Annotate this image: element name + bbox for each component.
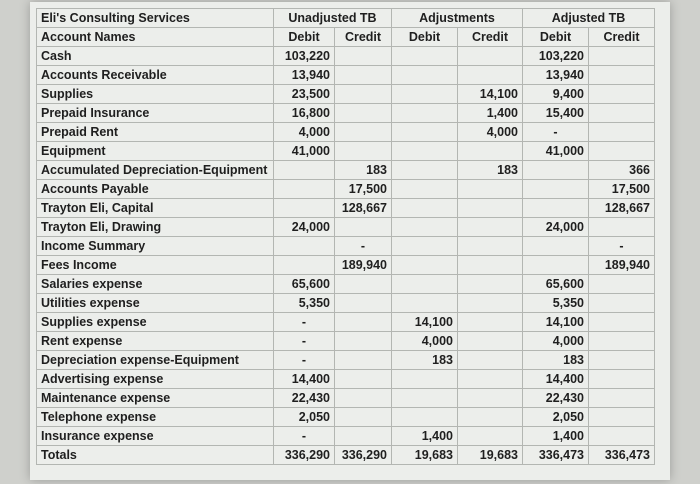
adjusted-debit-cell: 9,400 bbox=[523, 85, 589, 104]
account-name: Supplies bbox=[37, 85, 274, 104]
adjusted-debit-cell: 2,050 bbox=[523, 408, 589, 427]
adjusted-credit-header: Credit bbox=[589, 28, 655, 47]
adjustment-credit-cell bbox=[458, 218, 523, 237]
adjustment-debit-cell bbox=[392, 408, 458, 427]
account-name: Depreciation expense-Equipment bbox=[37, 351, 274, 370]
adjustment-debit-cell bbox=[392, 47, 458, 66]
adjustment-credit-cell bbox=[458, 351, 523, 370]
account-name: Equipment bbox=[37, 142, 274, 161]
account-name: Accounts Receivable bbox=[37, 66, 274, 85]
adjusted-credit-cell bbox=[589, 47, 655, 66]
unadjusted-debit-cell: 13,940 bbox=[274, 66, 335, 85]
adjusted-debit-cell bbox=[523, 199, 589, 218]
table-row bbox=[37, 370, 655, 389]
unadjusted-debit-header: Debit bbox=[274, 28, 335, 47]
adjusted-debit-cell: 13,940 bbox=[523, 66, 589, 85]
unadjusted-debit-cell: - bbox=[274, 427, 335, 446]
unadjusted-debit-cell: 4,000 bbox=[274, 123, 335, 142]
table-row bbox=[37, 199, 655, 218]
adjustment-credit-cell bbox=[458, 199, 523, 218]
unadjusted-credit-cell: 17,500 bbox=[335, 180, 392, 199]
adjustment-debit-cell: 4,000 bbox=[392, 332, 458, 351]
adjustment-credit-cell bbox=[458, 66, 523, 85]
unadjusted-credit-cell bbox=[335, 275, 392, 294]
account-name: Accounts Payable bbox=[37, 180, 274, 199]
adjustments-credit-header: Credit bbox=[458, 28, 523, 47]
unadjusted-credit-cell bbox=[335, 389, 392, 408]
unadjusted-debit-cell: 5,350 bbox=[274, 294, 335, 313]
adjusted-credit-cell bbox=[589, 313, 655, 332]
adjustment-debit-cell: 19,683 bbox=[392, 446, 458, 465]
unadjusted-credit-cell bbox=[335, 47, 392, 66]
adjusted-credit-cell bbox=[589, 408, 655, 427]
adjusted-credit-cell bbox=[589, 389, 655, 408]
unadjusted-credit-cell bbox=[335, 408, 392, 427]
account-name: Advertising expense bbox=[37, 370, 274, 389]
adjustment-credit-cell: 4,000 bbox=[458, 123, 523, 142]
adjusted-credit-cell: 189,940 bbox=[589, 256, 655, 275]
account-names-header: Account Names bbox=[37, 28, 274, 47]
unadjusted-debit-cell: 65,600 bbox=[274, 275, 335, 294]
unadjusted-tb-header: Unadjusted TB bbox=[274, 9, 392, 28]
adjusted-credit-cell: 336,473 bbox=[589, 446, 655, 465]
adjusted-credit-cell bbox=[589, 104, 655, 123]
unadjusted-credit-cell: 336,290 bbox=[335, 446, 392, 465]
unadjusted-debit-cell: 103,220 bbox=[274, 47, 335, 66]
adjustment-debit-cell bbox=[392, 142, 458, 161]
adjusted-debit-cell: 14,100 bbox=[523, 313, 589, 332]
unadjusted-debit-cell: 23,500 bbox=[274, 85, 335, 104]
adjustment-debit-cell bbox=[392, 85, 458, 104]
unadjusted-credit-cell: 189,940 bbox=[335, 256, 392, 275]
adjustment-debit-cell: 14,100 bbox=[392, 313, 458, 332]
account-name: Fees Income bbox=[37, 256, 274, 275]
adjustment-debit-cell: 1,400 bbox=[392, 427, 458, 446]
unadjusted-credit-cell bbox=[335, 142, 392, 161]
account-name: Utilities expense bbox=[37, 294, 274, 313]
unadjusted-debit-cell: 41,000 bbox=[274, 142, 335, 161]
adjustment-debit-cell bbox=[392, 161, 458, 180]
adjustment-credit-cell bbox=[458, 332, 523, 351]
adjusted-credit-cell bbox=[589, 66, 655, 85]
adjustment-credit-cell bbox=[458, 370, 523, 389]
unadjusted-credit-cell bbox=[335, 370, 392, 389]
adjusted-credit-cell bbox=[589, 218, 655, 237]
adjusted-debit-cell: 183 bbox=[523, 351, 589, 370]
table-row bbox=[37, 218, 655, 237]
adjustments-debit-header: Debit bbox=[392, 28, 458, 47]
unadjusted-credit-cell bbox=[335, 313, 392, 332]
adjustment-credit-cell bbox=[458, 142, 523, 161]
unadjusted-debit-cell: 336,290 bbox=[274, 446, 335, 465]
account-name: Salaries expense bbox=[37, 275, 274, 294]
unadjusted-debit-cell: - bbox=[274, 351, 335, 370]
adjustment-credit-cell bbox=[458, 313, 523, 332]
account-name: Insurance expense bbox=[37, 427, 274, 446]
adjustment-debit-cell bbox=[392, 218, 458, 237]
adjustment-credit-cell: 14,100 bbox=[458, 85, 523, 104]
unadjusted-debit-cell: - bbox=[274, 313, 335, 332]
adjustment-debit-cell bbox=[392, 180, 458, 199]
adjustment-credit-cell bbox=[458, 408, 523, 427]
table-row bbox=[37, 275, 655, 294]
adjustment-debit-cell bbox=[392, 256, 458, 275]
unadjusted-debit-cell: 2,050 bbox=[274, 408, 335, 427]
adjusted-debit-cell bbox=[523, 237, 589, 256]
table-row bbox=[37, 104, 655, 123]
adjusted-credit-cell bbox=[589, 351, 655, 370]
adjustment-debit-cell bbox=[392, 104, 458, 123]
table-row bbox=[37, 408, 655, 427]
unadjusted-debit-cell bbox=[274, 256, 335, 275]
account-name: Supplies expense bbox=[37, 313, 274, 332]
unadjusted-credit-cell: - bbox=[335, 237, 392, 256]
unadjusted-credit-cell bbox=[335, 218, 392, 237]
unadjusted-debit-cell bbox=[274, 161, 335, 180]
adjusted-debit-cell: 14,400 bbox=[523, 370, 589, 389]
account-name: Prepaid Rent bbox=[37, 123, 274, 142]
unadjusted-credit-cell: 183 bbox=[335, 161, 392, 180]
adjusted-credit-cell bbox=[589, 142, 655, 161]
table-row bbox=[37, 294, 655, 313]
adjustment-credit-cell bbox=[458, 275, 523, 294]
unadjusted-debit-cell: 14,400 bbox=[274, 370, 335, 389]
adjusted-credit-cell bbox=[589, 370, 655, 389]
unadjusted-credit-cell bbox=[335, 332, 392, 351]
account-name: Telephone expense bbox=[37, 408, 274, 427]
account-name: Prepaid Insurance bbox=[37, 104, 274, 123]
adjustment-debit-cell bbox=[392, 66, 458, 85]
adjustment-debit-cell bbox=[392, 123, 458, 142]
adjusted-tb-header: Adjusted TB bbox=[523, 9, 655, 28]
table-row bbox=[37, 237, 655, 256]
table-row bbox=[37, 85, 655, 104]
unadjusted-credit-cell bbox=[335, 104, 392, 123]
adjustment-credit-cell: 19,683 bbox=[458, 446, 523, 465]
adjusted-debit-header: Debit bbox=[523, 28, 589, 47]
table-row bbox=[37, 180, 655, 199]
adjustment-debit-cell bbox=[392, 370, 458, 389]
table-row bbox=[37, 142, 655, 161]
unadjusted-credit-cell bbox=[335, 85, 392, 104]
unadjusted-credit-cell bbox=[335, 123, 392, 142]
adjusted-debit-cell: 15,400 bbox=[523, 104, 589, 123]
table-row bbox=[37, 332, 655, 351]
adjustment-credit-cell bbox=[458, 294, 523, 313]
account-name: Rent expense bbox=[37, 332, 274, 351]
unadjusted-debit-cell bbox=[274, 180, 335, 199]
adjusted-debit-cell: 65,600 bbox=[523, 275, 589, 294]
account-name: Income Summary bbox=[37, 237, 274, 256]
adjusted-debit-cell: - bbox=[523, 123, 589, 142]
adjustment-credit-cell bbox=[458, 427, 523, 446]
adjusted-credit-cell bbox=[589, 123, 655, 142]
adjusted-debit-cell bbox=[523, 161, 589, 180]
adjusted-debit-cell: 1,400 bbox=[523, 427, 589, 446]
worksheet-table bbox=[36, 8, 655, 465]
unadjusted-credit-cell bbox=[335, 427, 392, 446]
adjustment-credit-cell bbox=[458, 47, 523, 66]
adjusted-credit-cell bbox=[589, 332, 655, 351]
table-row bbox=[37, 256, 655, 275]
adjustment-debit-cell bbox=[392, 294, 458, 313]
table-row bbox=[37, 351, 655, 370]
unadjusted-debit-cell: 24,000 bbox=[274, 218, 335, 237]
adjustment-debit-cell bbox=[392, 389, 458, 408]
totals-row bbox=[37, 446, 655, 465]
company-name: Eli's Consulting Services bbox=[37, 9, 274, 28]
table-row bbox=[37, 313, 655, 332]
account-name: Accumulated Depreciation-Equipment bbox=[37, 161, 274, 180]
account-name: Trayton Eli, Drawing bbox=[37, 218, 274, 237]
adjusted-credit-cell: - bbox=[589, 237, 655, 256]
account-name: Cash bbox=[37, 47, 274, 66]
table-row bbox=[37, 123, 655, 142]
adjusted-debit-cell: 24,000 bbox=[523, 218, 589, 237]
adjustment-credit-cell bbox=[458, 180, 523, 199]
adjusted-credit-cell: 128,667 bbox=[589, 199, 655, 218]
unadjusted-credit-cell bbox=[335, 66, 392, 85]
adjustment-credit-cell bbox=[458, 256, 523, 275]
account-name: Totals bbox=[37, 446, 274, 465]
adjustment-debit-cell bbox=[392, 237, 458, 256]
adjusted-debit-cell: 22,430 bbox=[523, 389, 589, 408]
table-row bbox=[37, 389, 655, 408]
unadjusted-debit-cell bbox=[274, 237, 335, 256]
table-row bbox=[37, 66, 655, 85]
adjustment-credit-cell: 1,400 bbox=[458, 104, 523, 123]
adjusted-debit-cell: 103,220 bbox=[523, 47, 589, 66]
adjustments-header: Adjustments bbox=[392, 9, 523, 28]
adjusted-debit-cell bbox=[523, 256, 589, 275]
adjustment-debit-cell bbox=[392, 199, 458, 218]
unadjusted-credit-cell bbox=[335, 294, 392, 313]
adjusted-credit-cell: 17,500 bbox=[589, 180, 655, 199]
table-row bbox=[37, 47, 655, 66]
adjusted-debit-cell: 41,000 bbox=[523, 142, 589, 161]
adjusted-credit-cell bbox=[589, 275, 655, 294]
unadjusted-debit-cell: 22,430 bbox=[274, 389, 335, 408]
adjustment-credit-cell bbox=[458, 237, 523, 256]
adjusted-debit-cell: 5,350 bbox=[523, 294, 589, 313]
adjusted-credit-cell bbox=[589, 427, 655, 446]
unadjusted-credit-header: Credit bbox=[335, 28, 392, 47]
account-name: Maintenance expense bbox=[37, 389, 274, 408]
header-row-2 bbox=[37, 28, 655, 47]
unadjusted-debit-cell: 16,800 bbox=[274, 104, 335, 123]
adjusted-debit-cell: 4,000 bbox=[523, 332, 589, 351]
table-row bbox=[37, 161, 655, 180]
header-row-1 bbox=[37, 9, 655, 28]
adjustment-debit-cell: 183 bbox=[392, 351, 458, 370]
adjustment-credit-cell bbox=[458, 389, 523, 408]
adjusted-debit-cell: 336,473 bbox=[523, 446, 589, 465]
adjusted-credit-cell bbox=[589, 294, 655, 313]
unadjusted-debit-cell bbox=[274, 199, 335, 218]
adjusted-credit-cell: 366 bbox=[589, 161, 655, 180]
unadjusted-debit-cell: - bbox=[274, 332, 335, 351]
account-name: Trayton Eli, Capital bbox=[37, 199, 274, 218]
adjustment-credit-cell: 183 bbox=[458, 161, 523, 180]
adjusted-debit-cell bbox=[523, 180, 589, 199]
table-row bbox=[37, 427, 655, 446]
adjustment-debit-cell bbox=[392, 275, 458, 294]
unadjusted-credit-cell bbox=[335, 351, 392, 370]
adjusted-credit-cell bbox=[589, 85, 655, 104]
unadjusted-credit-cell: 128,667 bbox=[335, 199, 392, 218]
